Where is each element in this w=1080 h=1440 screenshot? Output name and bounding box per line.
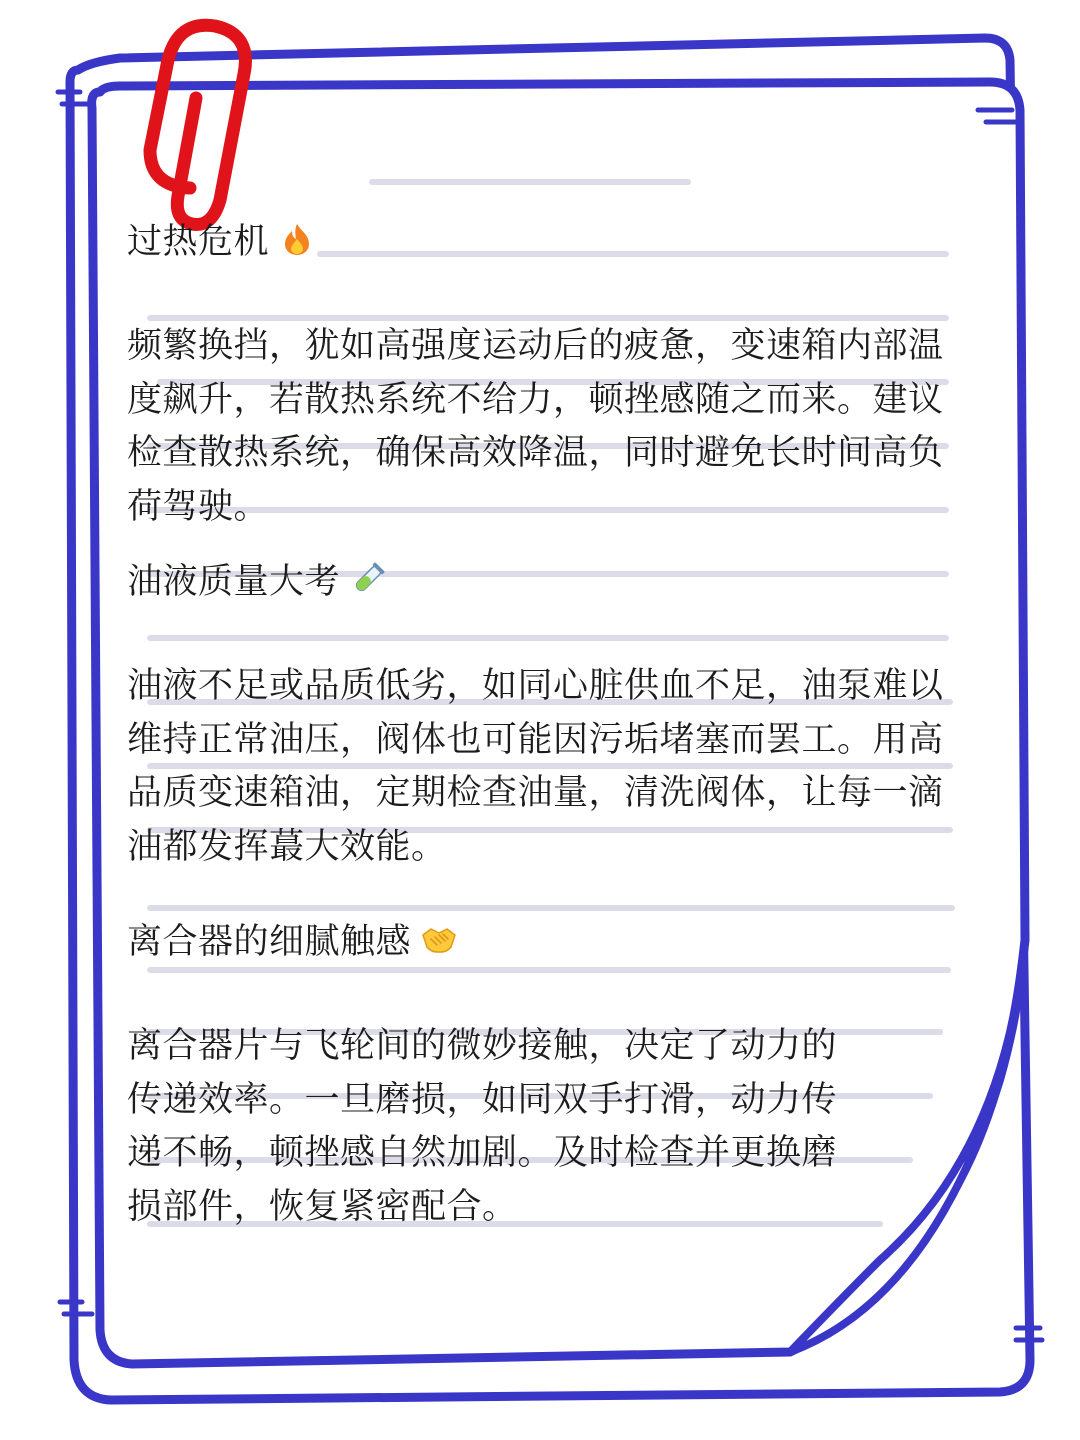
paragraph-line: 油都发挥蕞大效能。 bbox=[127, 826, 447, 867]
paragraph-line: 维持正常油压，阀体也可能因污垢堵塞而罢工。用高 bbox=[127, 719, 944, 760]
paragraph-line: 频繁换挡，犹如高强度运动后的疲惫，变速箱内部温 bbox=[127, 326, 944, 366]
paragraph-line: 递不畅，顿挫感自然加剧。及时检查并更换磨 bbox=[127, 1133, 838, 1173]
paragraph-line: 油液不足或品质低劣，如同心脏供血不足，油泵难以 bbox=[127, 666, 944, 706]
section-heading-oil-quality bbox=[127, 554, 386, 604]
paragraph-line: 检查散热系统，确保高效降温，同时避免长时间高负 bbox=[127, 433, 944, 473]
paragraph-line: 损部件，恢复紧密配合。 bbox=[127, 1186, 518, 1227]
section-heading-text: 离合器的细腻触感 bbox=[127, 922, 412, 962]
section-heading-text: 过热危机 bbox=[127, 222, 270, 262]
fire-icon bbox=[279, 221, 315, 257]
section-heading-overheating bbox=[127, 214, 315, 264]
section-heading-text: 油液质量大考 bbox=[127, 562, 341, 602]
section-paragraph bbox=[127, 660, 944, 874]
handshake-icon bbox=[421, 921, 457, 957]
section-paragraph bbox=[127, 320, 944, 534]
test-tube-icon bbox=[350, 561, 386, 597]
paragraph-line: 品质变速箱油，定期检查油量，清洗阀体，让每一滴 bbox=[127, 773, 944, 813]
paragraph-line: 度飙升，若散热系统不给力，顿挫感随之而来。建议 bbox=[127, 379, 944, 420]
paragraph-line: 传递效率。一旦磨损，如同双手打滑，动力传 bbox=[127, 1079, 838, 1120]
section-paragraph bbox=[127, 1020, 837, 1234]
section-heading-clutch bbox=[127, 914, 457, 964]
paragraph-line: 荷驾驶。 bbox=[127, 486, 270, 527]
paragraph-line: 离合器片与飞轮间的微妙接触，决定了动力的 bbox=[127, 1026, 838, 1066]
